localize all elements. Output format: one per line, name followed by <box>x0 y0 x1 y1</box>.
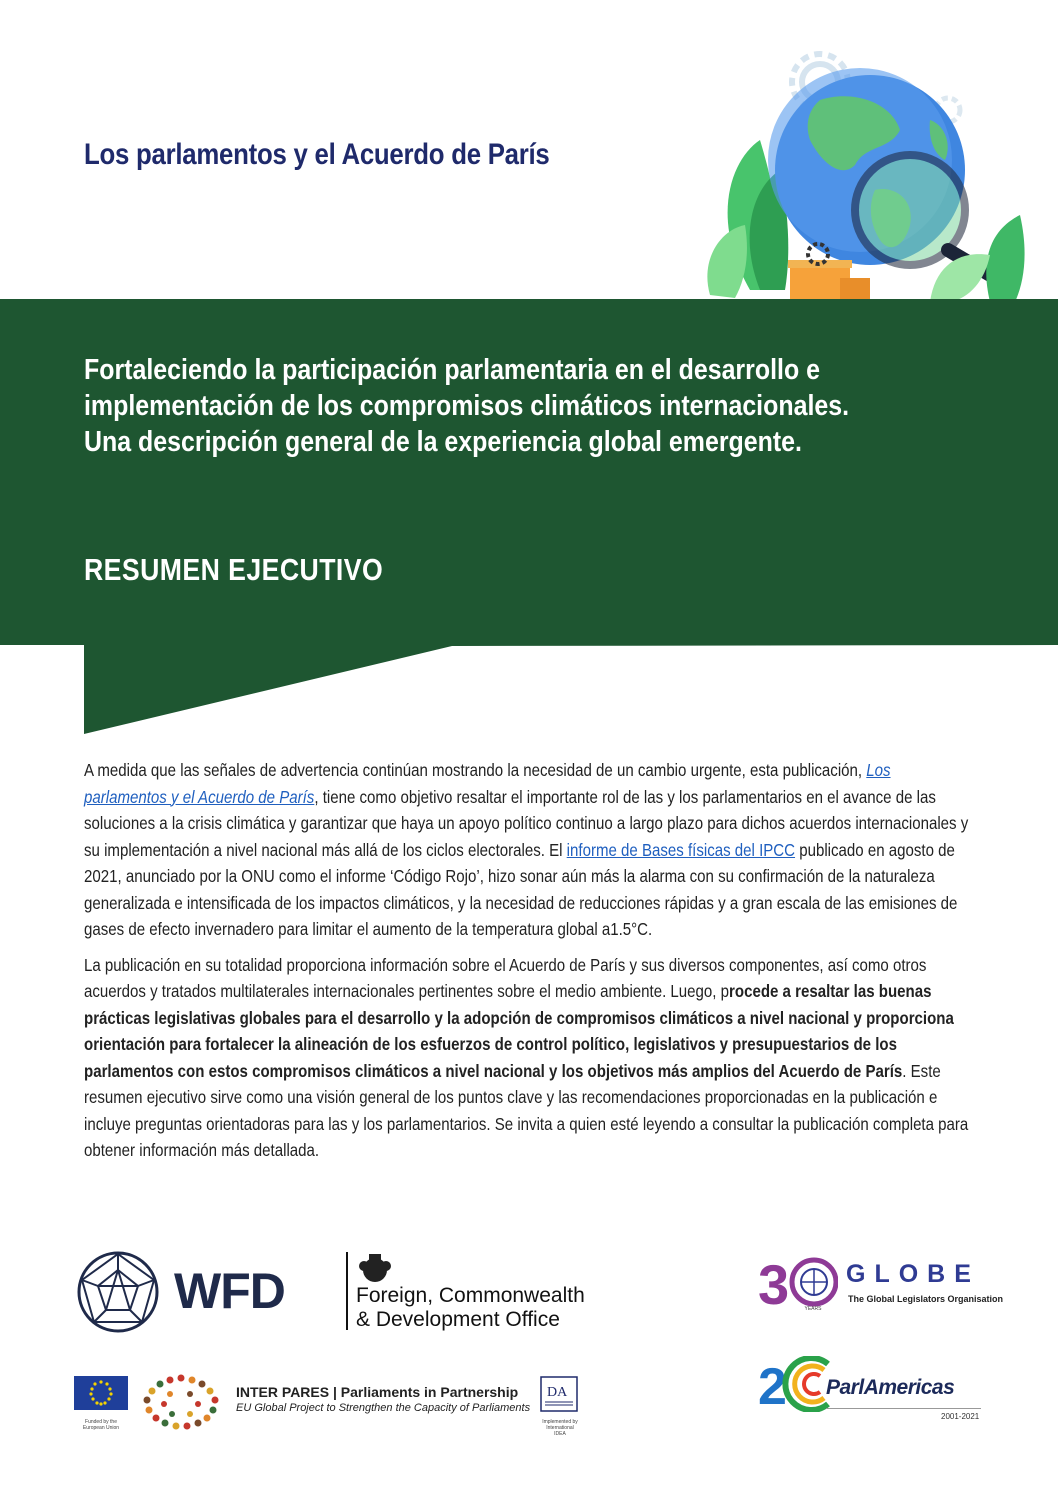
body-text <box>84 757 970 1173</box>
parlamericas-years: 2001-2021 <box>941 1412 980 1421</box>
subtitle-line: Una descripción general de la experiencia global emergente. <box>84 426 802 458</box>
subtitle <box>84 352 944 460</box>
fcdo-line: Foreign, Commonwealth <box>356 1284 585 1307</box>
svg-text:2: 2 <box>758 1358 787 1412</box>
publication-link[interactable]: Los parlamentos y el Acuerdo de París <box>84 760 891 807</box>
paragraph-summary <box>84 952 970 1164</box>
globe-tagline: The Global Legislators Organisation <box>848 1294 1004 1304</box>
inter-pares-title: INTER PARES | Parliaments in Partnership <box>236 1384 519 1400</box>
divider <box>826 1408 981 1409</box>
globe-years-label: YEARS <box>804 1306 822 1312</box>
eu-caption: Funded by the European Union <box>82 1419 120 1431</box>
text-span: . Este resumen ejecutivo sirve como una visión general de los puntos clave y las recomendaciones proporcionadas en la publicación e incluye preguntas orientadoras para las y los parlamentarios. Se invita a quien esté leyendo a consultar la publicación completa para obtener información más detallada. <box>84 1060 969 1160</box>
globe-30-years-icon <box>758 1252 838 1314</box>
fcdo-name <box>356 1284 585 1332</box>
text-span: publicado en agosto de 2021, anunciado por la ONU como el informe ‘Código Rojo’, hizo sonar aún más la alarma con su confirmación de la naturaleza generalizada e intensificada de los impactos climáticos, y la necesidad de reducciones rápidas y a gran escala de las emisiones de gases de efecto invernadero para limitar el aumento de la temperatura global a1.5°C. <box>84 839 958 939</box>
page-title: Los parlamentos y el Acuerdo de París <box>84 138 550 171</box>
globe-logo <box>758 1252 1004 1316</box>
parlamericas-logo <box>758 1356 988 1426</box>
text-span: , tiene como objetivo resaltar el importante rol de las y los parlamentarios en el avance de las soluciones a la crisis climática y garantizar que haya un apoyo político continuo a largo plazo para dichos acuerdos internacionales y su implementación a nivel nacional más allá de los ciclos electorales. El <box>84 786 969 860</box>
banner-tail-shape <box>0 640 1058 740</box>
text-span: La publicación en su totalidad proporciona información sobre el Acuerdo de París y sus diversos componentes, así como otros acuerdos y tratados multilaterales internacionales pertinentes sobre el medio ambiente. Luego, p <box>84 954 927 1001</box>
globe-wordmark: GLOBE <box>846 1260 980 1288</box>
bold-text: rocede a resaltar las buenas prácticas legislativas globales para el desarrollo y la adopción de compromisos climáticos a nivel nacional y proporciona orientación para fortalecer la alineación de los esfuerzos de control político, legislativos y presupuestarios de los parlamentos con estos compromisos climáticos a nivel nacional y los objetivos más amplios del Acuerdo de París <box>84 981 954 1081</box>
inter-pares-subtitle: EU Global Project to Strengthen the Capacity of Parliaments <box>236 1402 531 1414</box>
eu-logo <box>74 1376 128 1431</box>
idea-emblem-icon <box>540 1376 578 1412</box>
subtitle-line: implementación de los compromisos climáticos internacionales. <box>84 390 850 422</box>
svg-text:DA: DA <box>547 1385 568 1400</box>
globe-illustration <box>690 40 1030 302</box>
wfd-globe-icon <box>76 1250 160 1334</box>
svg-text:3: 3 <box>758 1253 790 1314</box>
royal-crest-icon <box>358 1252 392 1284</box>
paragraph-intro <box>84 757 970 943</box>
header-banner <box>0 299 1058 645</box>
inter-pares-dots-icon <box>140 1372 222 1430</box>
subtitle-line: Fortaleciendo la participación parlamentaria en el desarrollo e <box>84 354 820 386</box>
idea-logo <box>540 1376 582 1437</box>
parlamericas-wordmark: ParlAmericas <box>826 1376 955 1399</box>
inter-pares-logo <box>236 1384 530 1414</box>
ipcc-report-link[interactable]: informe de Bases físicas del IPCC <box>566 839 796 860</box>
eu-flag-icon <box>74 1376 128 1410</box>
text-span: A medida que las señales de advertencia continúan mostrando la necesidad de un cambio urgente, esta publicación, <box>84 760 867 780</box>
inter-pares-emblem <box>140 1372 222 1430</box>
wfd-wordmark: WFD <box>174 1263 285 1319</box>
section-heading: RESUMEN EJECUTIVO <box>84 552 384 587</box>
fcdo-line: & Development Office <box>356 1308 560 1331</box>
fcdo-divider <box>346 1252 348 1330</box>
fcdo-logo <box>346 1252 596 1332</box>
idea-caption: Implemented by International IDEA <box>542 1419 578 1437</box>
